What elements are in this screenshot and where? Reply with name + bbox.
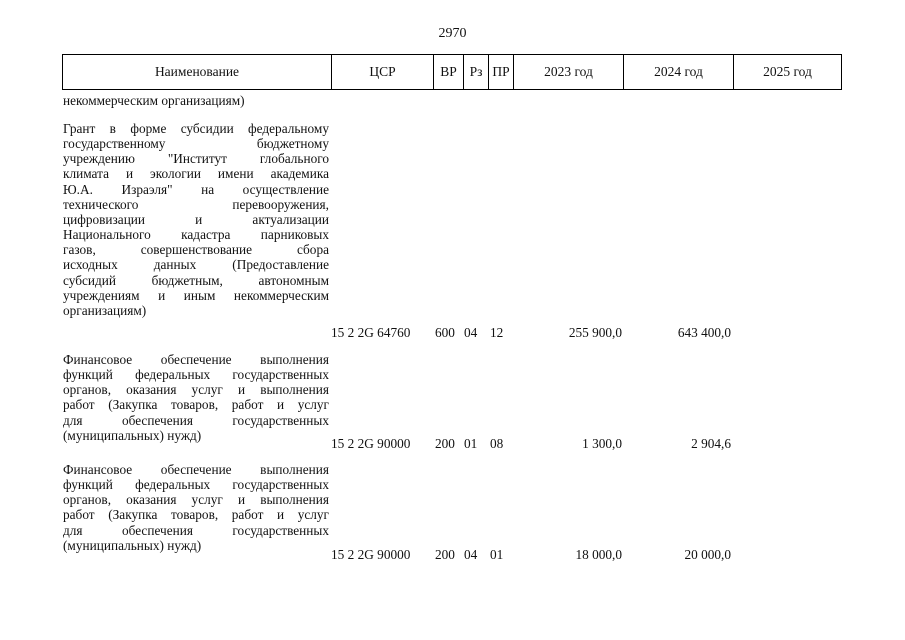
rz-code: 04 bbox=[464, 547, 478, 562]
name-line: Грант в форме субсидии федеральному bbox=[63, 121, 329, 136]
page-number: 2970 bbox=[438, 26, 467, 41]
name-line: (муниципальных) нужд) bbox=[63, 537, 202, 553]
name-line: работ (Закупка товаров, работ и услуг bbox=[63, 397, 329, 413]
name-line: цифровизации и актуализации bbox=[63, 211, 329, 227]
pr-code: 12 bbox=[490, 325, 504, 340]
pr-code: 01 bbox=[490, 547, 504, 562]
row-name bbox=[63, 462, 329, 553]
name-line: функций федеральных государственных bbox=[63, 367, 329, 383]
name-line: для обеспечения государственных bbox=[63, 412, 329, 428]
amount-2023: 18 000,0 bbox=[575, 547, 622, 562]
continuation-text: некоммерческим организациям) bbox=[63, 93, 245, 108]
header-csr: ЦСР bbox=[331, 55, 433, 89]
rz-code: 01 bbox=[464, 436, 478, 451]
name-line: государственному бюджетному bbox=[63, 136, 329, 152]
name-line: учреждению "Институт глобального bbox=[63, 151, 329, 167]
header-rz: Рз bbox=[463, 55, 488, 89]
name-line: (муниципальных) нужд) bbox=[63, 427, 202, 443]
amount-2024: 20 000,0 bbox=[684, 547, 731, 562]
csr-code: 15 2 2G 90000 bbox=[331, 436, 411, 451]
amount-2023: 255 900,0 bbox=[568, 325, 622, 340]
name-line: технического перевооружения, bbox=[63, 196, 329, 212]
vr-code: 200 bbox=[435, 436, 455, 451]
header-2024: 2024 год bbox=[623, 55, 733, 89]
name-line: учреждениям и иным некоммерческим bbox=[63, 287, 329, 303]
header-2023: 2023 год bbox=[513, 55, 623, 89]
name-line: субсидий бюджетным, автономным bbox=[63, 272, 329, 288]
amount-2024: 2 904,6 bbox=[691, 436, 731, 451]
name-line: исходных данных (Предоставление bbox=[63, 257, 329, 273]
header-vr: ВР bbox=[433, 55, 463, 89]
header-pr: ПР bbox=[488, 55, 513, 89]
row-name bbox=[63, 121, 329, 318]
vr-code: 200 bbox=[435, 547, 455, 562]
header-2025: 2025 год bbox=[733, 55, 841, 89]
name-line: органов, оказания услуг и выполнения bbox=[63, 382, 329, 398]
rz-code: 04 bbox=[464, 325, 478, 340]
csr-code: 15 2 2G 64760 bbox=[331, 325, 411, 340]
amount-2023: 1 300,0 bbox=[582, 436, 622, 451]
name-line: Национального кадастра парниковых bbox=[63, 227, 329, 243]
name-line: Ю.А. Израэля" на осуществление bbox=[63, 181, 329, 197]
row-name bbox=[63, 352, 329, 443]
name-line: Финансовое обеспечение выполнения bbox=[63, 462, 329, 477]
name-line: Финансовое обеспечение выполнения bbox=[63, 352, 329, 367]
name-line: органов, оказания услуг и выполнения bbox=[63, 492, 329, 508]
table-header bbox=[62, 54, 842, 90]
csr-code: 15 2 2G 90000 bbox=[331, 547, 411, 562]
name-line: организациям) bbox=[63, 302, 147, 318]
name-line: газов, совершенствование сбора bbox=[63, 242, 329, 258]
name-line: климата и экологии имени академика bbox=[63, 166, 329, 182]
pr-code: 08 bbox=[490, 436, 504, 451]
name-line: функций федеральных государственных bbox=[63, 477, 329, 493]
vr-code: 600 bbox=[435, 325, 455, 340]
amount-2024: 643 400,0 bbox=[677, 325, 731, 340]
name-line: для обеспечения государственных bbox=[63, 522, 329, 538]
header-name: Наименование bbox=[154, 64, 240, 79]
name-line: работ (Закупка товаров, работ и услуг bbox=[63, 507, 329, 523]
